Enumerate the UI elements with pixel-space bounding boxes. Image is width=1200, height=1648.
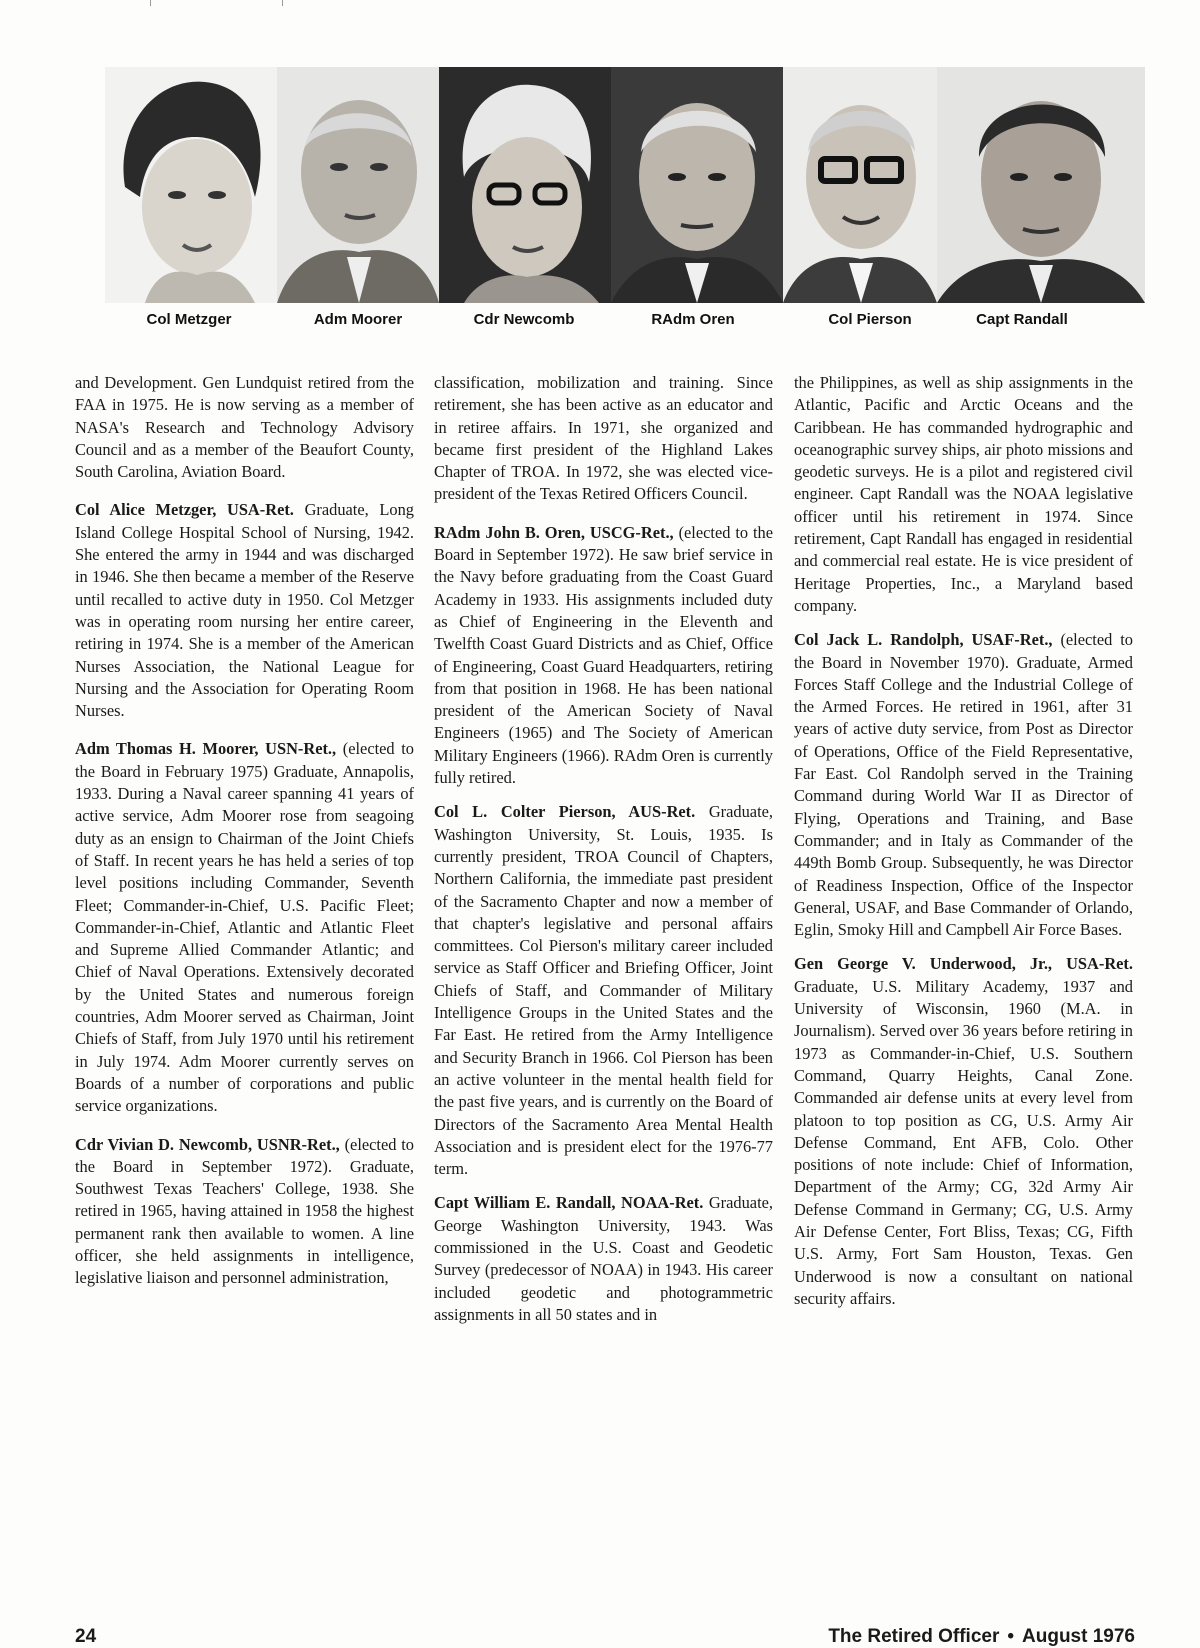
bio-name-randolph: Col Jack L. Randolph, USAF-Ret.,	[794, 630, 1053, 650]
paragraph-newcomb-continued: classification, mobilization and training. Since retirement, she has been active as an educator and in retiree affairs. In 1971, she organized and became first president of the Highland Lakes Chapter of TROA. In 1972, she was elected vice-president of the Texas Retired Officers Council.	[434, 373, 773, 504]
bio-text-oren: (elected to the Board in September 1972). He saw brief service in the Navy before graduating from the Coast Guard Academy in 1933. His assignments included duty as Chief of Engineering in the Eleventh and Twelfth Coast Guard Districts and as Chief, Office of Engineering, Coast Guard Headquarters, retiring from that position in 1968. He has been national president of the American Society of Naval Engineers (1965) and The Society of American Military Engineers (1966). RAdm Oren is currently fully retired.	[434, 522, 773, 788]
bio-metzger	[75, 499, 414, 722]
text-column-3	[794, 372, 1133, 1322]
bio-text-metzger: Graduate, Long Island College Hospital School of Nursing, 1942. She entered the army in 1944 and was discharged in 1946. She then became a member of the Reserve until recalled to active duty in 1950. Col Metzger was in operating room nursing her entire career, retiring in 1974. She is a member of the American Nurses Association, the National League for Nursing and the Association for Operating Room Nurses.	[75, 500, 414, 721]
text-column-1	[75, 372, 414, 1302]
bio-name-pierson: Col L. Colter Pierson, AUS-Ret.	[434, 802, 696, 822]
caption-moorer: Adm Moorer	[313, 311, 403, 328]
bio-text-randall: Graduate, George Washington University, 1943. Was commissioned in the U.S. Coast and Geodetic Survey (predecessor of NOAA) in 1943. His career included geodetic and photogrammetric assignments in all 50 states and in	[434, 1193, 773, 1324]
portrait-metzger	[105, 67, 277, 303]
bio-name-metzger: Col Alice Metzger, USA-Ret.	[75, 500, 294, 520]
bio-name-underwood: Gen George V. Underwood, Jr., USA-Ret.	[794, 954, 1133, 974]
issue-date: August 1976	[1022, 1626, 1135, 1647]
publication-title: The Retired Officer	[828, 1626, 1000, 1647]
portrait-strip	[105, 67, 1145, 303]
page-number: 24	[75, 1626, 97, 1647]
bio-text-underwood: Graduate, U.S. Military Academy, 1937 and University of Wisconsin, 1960 (M.A. in Journalism). Served over 36 years before retiring in 1973 as Commander-in-Chief, U.S. Southern Command, Quarry Heights, Canal Zone. Commanded air defense units at every level from platoon to top position as CG, U.S. Army Air Defense Command, Ent AFB, Colo. Other positions of note include: Chief of Information, Department of the Army; CG, 32d Army Air Defense Command in Germany; CG, U.S. Army Air Defense Center, Fort Bliss, Texas; CG, Fifth U.S. Army, Fort Sam Houston, Texas. Gen Underwood is now a consultant on national security affairs.	[794, 976, 1133, 1308]
portrait-captions	[105, 311, 1145, 335]
portrait-randall	[937, 67, 1145, 303]
bio-name-randall: Capt William E. Randall, NOAA-Ret.	[434, 1193, 704, 1213]
portrait-moorer	[277, 67, 439, 303]
bio-moorer	[75, 738, 414, 1117]
footer-separator: •	[1007, 1626, 1015, 1647]
paragraph-randall-continued: the Philippines, as well as ship assignments in the Atlantic, Pacific and Arctic Oceans and the Caribbean. He has commanded hydrographic and oceanographic survey ships, air photo missions and geodetic surveys. He is a pilot and registered civil engineer. Capt Randall was the NOAA legislative officer until his retirement in 1974. Since retirement, Capt Randall has engaged in residential and commercial real estate. He is vice president of Heritage Properties, Inc., a Maryland based company.	[794, 373, 1133, 615]
bio-name-newcomb: Cdr Vivian D. Newcomb, USNR-Ret.,	[75, 1134, 340, 1154]
caption-newcomb: Cdr Newcomb	[473, 311, 575, 328]
caption-randall: Capt Randall	[976, 311, 1068, 328]
bio-text-randolph: (elected to the Board in November 1970). Graduate, Armed Forces Staff College and the Industrial College of the Armed Forces. He retired in 1961, after 31 years of active duty service, from Post as Director of Operations, Office of the Field Representative, Far East. Col Randolph served in the Training Command during World War II as Director of Flying, Operations and Training, and Base Commander; and in Italy as Commander of the 449th Bomb Group. Subsequently, he was Director of Readiness Inspection, Office of the Inspector General, USAF, and Base Commander of Orlando, Eglin, Smoky Hill and Campbell Air Force Bases.	[794, 630, 1133, 940]
bio-oren	[434, 522, 773, 790]
running-footer	[828, 1626, 1135, 1648]
bio-randall	[434, 1192, 773, 1326]
bio-underwood	[794, 953, 1133, 1310]
bio-randolph	[794, 629, 1133, 941]
bio-newcomb	[75, 1134, 414, 1290]
text-column-2	[434, 372, 773, 1338]
bio-name-moorer: Adm Thomas H. Moorer, USN-Ret.,	[75, 739, 337, 759]
bio-text-moorer: (elected to the Board in February 1975) Graduate, Annapolis, 1933. During a Naval career spanning 41 years of active service, Adm Moorer rose from seagoing duty as an ensign to Chairman of the Joint Chiefs of Staff. In recent years he has held a series of top level positions including Commander, Seventh Fleet; Commander-in-Chief, U.S. Pacific Fleet; Commander-in-Chief, Atlantic and Atlantic Fleet and Supreme Allied Commander Atlantic; and Chief of Naval Operations. Extensively decorated by the United States and numerous foreign countries, Adm Moorer served as Chairman, Joint Chiefs of Staff, from July 1970 until his retirement in July 1974. Adm Moorer currently serves on Boards of a number of corporations and public service organizations.	[75, 739, 415, 1116]
portrait-pierson	[783, 67, 937, 303]
bio-pierson	[434, 801, 773, 1180]
portrait-newcomb	[439, 67, 611, 303]
caption-metzger: Col Metzger	[146, 311, 232, 328]
bio-text-pierson: Graduate, Washington University, St. Louis, 1935. Is currently president, TROA Council of Chapters, Northern California, the immediate past president of the Sacramento Chapter and now a member of that chapter's legislative and personal affairs committees. Col Pierson's military career included service as Staff Officer and Briefing Officer, Joint Chiefs of Staff, and Commander of Military Intelligence Groups in the United States and the Far East. He retired from the Army Intelligence and Security Branch in 1966. Col Pierson has been an active volunteer in the mental health field for the past five years, and is currently on the Board of Directors of the Sacramento Area Mental Health Association and is president elect for the 1976-77 term.	[434, 802, 773, 1179]
top-rule	[0, 0, 1200, 6]
portrait-oren	[611, 67, 783, 303]
caption-oren: RAdm Oren	[651, 311, 735, 328]
bio-name-oren: RAdm John B. Oren, USCG-Ret.,	[434, 522, 674, 542]
bio-text-newcomb: (elected to the Board in September 1972). Graduate, Southwest Texas Teachers' College, 1938. She retired in 1965, having attained in 1958 the highest permanent rank then available to women. A line officer, she held assignments in intelligence, legislative liaison and personnel administration,	[75, 1134, 415, 1288]
caption-pierson: Col Pierson	[828, 311, 912, 328]
paragraph-lundquist-continued: and Development. Gen Lundquist retired from the FAA in 1975. He is now serving as a member of NASA's Research and Technology Advisory Council and as a member of the Beaufort County, South Carolina, Aviation Board.	[75, 373, 414, 482]
